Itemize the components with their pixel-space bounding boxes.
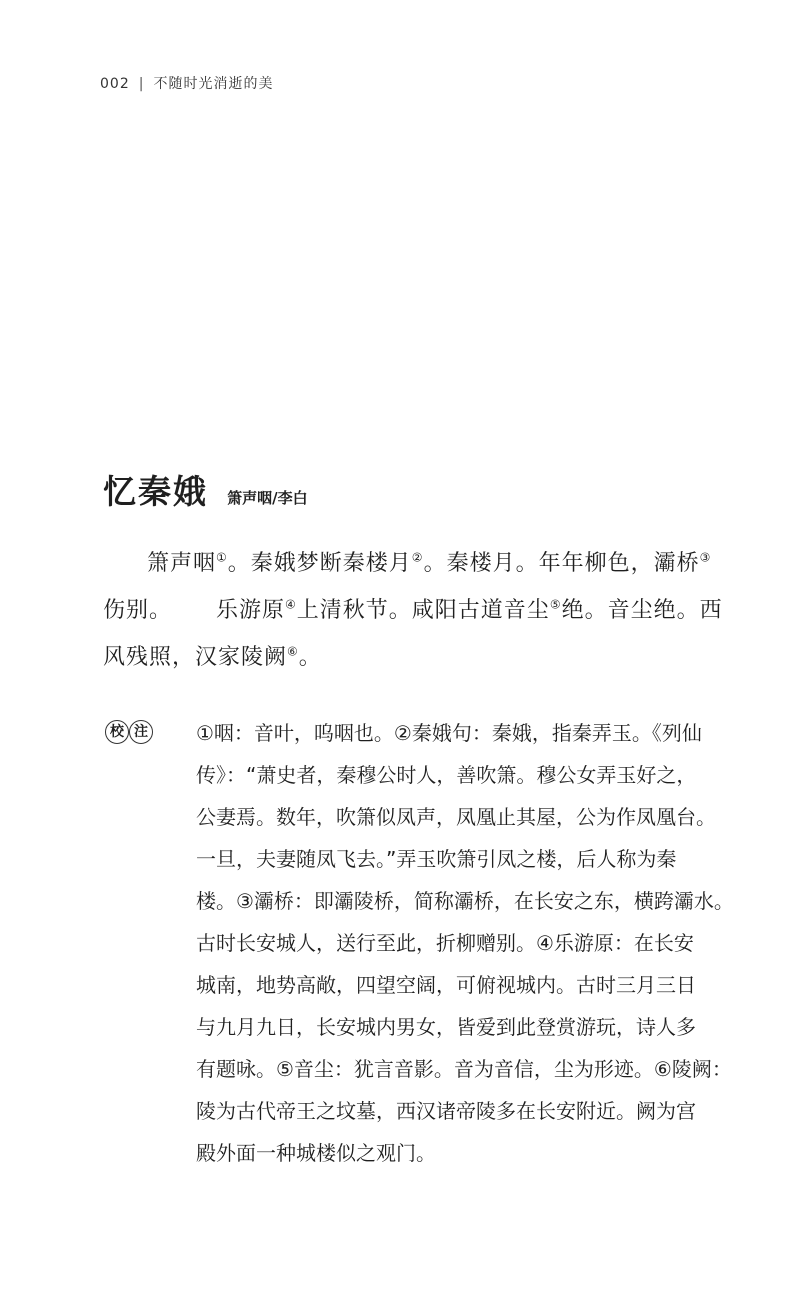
annotation-line: 传》：“萧史者，秦穆公时人，善吹箫。穆公女弄玉好之， xyxy=(196,763,697,787)
footnote-marker: ① xyxy=(216,550,228,565)
badge-char: 注 xyxy=(129,720,153,744)
annotation-line: 与九月九日，长安城内男女，皆爱到此登赏游玩，诗人多 xyxy=(196,1015,696,1039)
annotation-line: ①咽：音叶，呜咽也。②秦娥句：秦娥，指秦弄玉。《列仙 xyxy=(196,721,702,745)
poem-text: 。 xyxy=(298,645,322,670)
annotation-line: 陵为古代帝王之坟墓，西汉诸帝陵多在长安附近。阙为宫 xyxy=(196,1099,696,1123)
poem-text: 伤别。 xyxy=(103,598,173,623)
poem-line-2 xyxy=(103,587,768,634)
header-separator: | xyxy=(138,76,145,92)
poem-text: 风残照，汉家陵阙 xyxy=(103,645,288,670)
poem-title: 忆秦娥 xyxy=(103,472,208,511)
footnote-marker: ④ xyxy=(285,597,297,612)
poem-line-3 xyxy=(103,634,768,681)
annotation-line: 有题咏。⑤音尘：犹言音影。音为音信，尘为形迹。⑥陵阙： xyxy=(196,1057,732,1081)
annotation-line: 公妻焉。数年，吹箫似凤声，凤凰止其屋，公为作凤凰台。 xyxy=(196,805,716,829)
annotation-text xyxy=(196,712,773,1174)
book-title: 不随时光消逝的美 xyxy=(153,76,274,92)
annotation-badge xyxy=(105,720,153,744)
poem-subtitle: 箫声咽/李白 xyxy=(227,489,308,507)
annotation-line: 城南，地势高敞，四望空阔，可俯视城内。古时三月三日 xyxy=(196,973,696,997)
poem-text: 上清秋节。咸阳古道音尘 xyxy=(296,598,550,623)
poem-text: 箫声咽 xyxy=(147,551,217,576)
annotation-line: 一旦，夫妻随凤飞去。”弄玉吹箫引凤之楼，后人称为秦 xyxy=(196,847,677,871)
poem-text: 绝。音尘绝。西 xyxy=(561,598,723,623)
poem-text: 。秦娥梦断秦楼月 xyxy=(227,551,412,576)
poem-line-1 xyxy=(103,540,768,587)
running-header xyxy=(100,73,273,93)
annotation-line: 古时长安城人，送行至此，折柳赠别。④乐游原：在长安 xyxy=(196,931,694,955)
poem-body xyxy=(103,540,768,681)
footnote-marker: ② xyxy=(411,550,424,565)
poem-heading xyxy=(103,466,308,513)
poem-text: 乐游原 xyxy=(216,598,286,623)
page-number: 002 xyxy=(100,76,130,92)
badge-char: 校 xyxy=(105,720,129,744)
poem-text: 。秦楼月。年年柳色，灞桥 xyxy=(423,551,700,576)
footnote-marker: ⑤ xyxy=(549,597,562,612)
footnote-marker: ⑥ xyxy=(287,644,299,659)
footnote-marker: ③ xyxy=(699,550,712,565)
annotation-line: 殿外面一种城楼似之观门。 xyxy=(196,1141,436,1165)
annotation-line: 楼。③灞桥：即灞陵桥，简称灞桥，在长安之东，横跨灞水。 xyxy=(196,889,734,913)
